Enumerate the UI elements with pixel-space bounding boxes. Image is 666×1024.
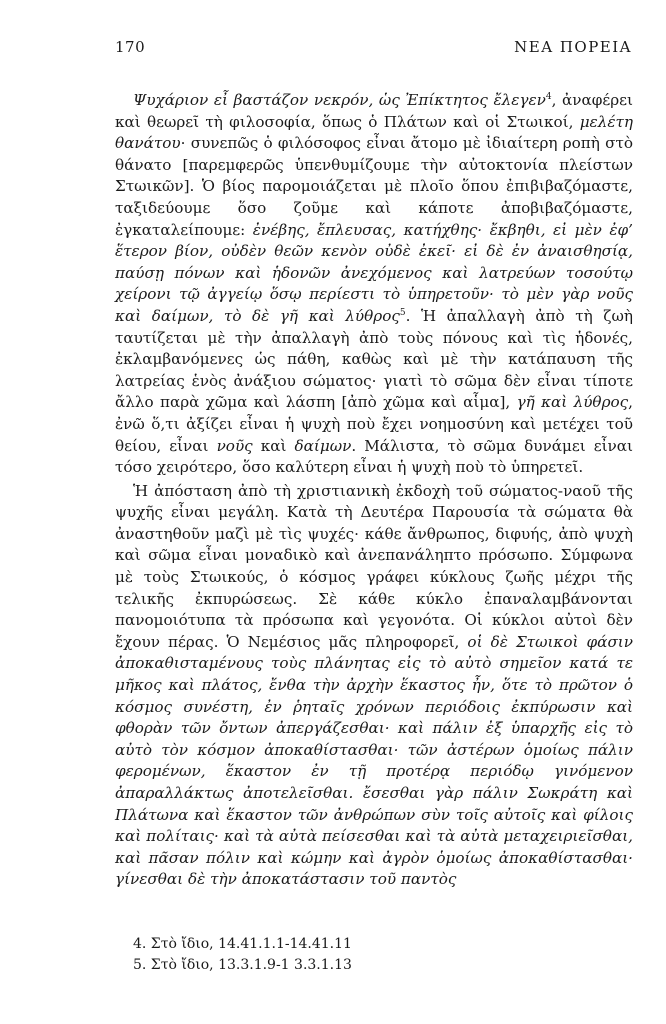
text-run: Ἡ ἀπόσταση ἀπὸ τὴ χριστιανικὴ ἐκδοχὴ τοῦ σώματος-ναοῦ τῆς ψυχῆς εἶναι μεγάλη. Κατὰ τὴ Δευτέρα Παρουσία τὰ σώματα θὰ ἀναστηθοῦν μαζὶ μὲ τὶς ψυχές· κάθε ἄνθρωπος, διφυής, ἀπὸ ψυχὴ καὶ σῶμα εἶναι μοναδικὸ καὶ ἀνεπανάληπτο πρόσωπο. Σύμφωνα μὲ τοὺς Στωικούς, ὁ κόσμος γράφει κύκλους ζωῆς μέχρι τῆς τελικῆς ἐκπυρώσεως. Σὲ κάθε κύκλο ἐπαναλαμβάνονται πανομοιότυπα τὰ πρόσωπα καὶ γεγονότα. Οἱ κύκλοι αὐτοὶ δὲν ἔχουν πέρας. Ὁ Νεμέσιος μᾶς πληροφορεῖ, xyxy=(115,481,633,651)
quoted-text: μελέτη θανάτου xyxy=(115,112,633,153)
footnote-ref: 5 xyxy=(399,307,406,318)
body-text xyxy=(115,90,633,891)
quoted-text: δαίμων xyxy=(294,436,352,455)
paragraph xyxy=(115,481,633,891)
footnotes xyxy=(133,934,352,976)
text-run: , ἀναφέρει καὶ θεωρεῖ τὴ φιλοσοφία, ὅπως ὁ Πλάτων καὶ οἱ Στωικοί, xyxy=(115,91,633,131)
page-header xyxy=(115,38,632,58)
text-run: · συνεπῶς ὁ φιλόσοφος εἶναι ἄτομο μὲ ἰδιαίτερη ροπὴ στὸ θάνατο [παρεμφερῶς ὑπενθυμίζουμε τὴν αὐτοκτονία πλείστων Στωικῶν]. Ὁ βίος παρομοιάζεται μὲ πλοῖο ὅπου ἐπιβιβαζόμαστε, ταξιδεύουμε ὅσο ζοῦμε καὶ κάποτε ἀποβιβαζόμαστε, ἐγκαταλείπουμε: xyxy=(115,134,633,239)
footnote: 5. Στὸ ἴδιο, 13.3.1.9-1 3.3.1.13 xyxy=(133,957,352,973)
quoted-text: νοῦς xyxy=(216,436,253,455)
quoted-text: οἱ δὲ Στωικοὶ φάσιν ἀποκαθισταμένους τοὺς πλάνητας εἰς τὸ αὐτὸ σημεῖον κατά τε μῆκος καὶ πλάτος, ἔνθα τὴν ἀρχὴν ἕκαστος ἦν, ὅτε τὸ πρῶτον ὁ κόσμος συνέστη, ἐν ῥηταῖς χρόνων περιόδοις ἐκπύρωσιν καὶ φθορὰν τῶν ὄντων ἀπεργάζεσθαι· καὶ πάλιν ἐξ ὑπαρχῆς εἰς τὸ αὐτὸ τὸν κόσμον ἀποκαθίστασθαι· τῶν ἀστέρων ὁμοίως πάλιν φερομένων, ἕκαστον ἐν τῇ προτέρᾳ περιόδῳ γινόμενον ἀπαραλλάκτως ἀποτελεῖσθαι. ἔσεσθαι γὰρ πάλιν Σωκράτη καὶ Πλάτωνα καὶ ἕκαστον τῶν ἀνθρώπων σὺν τοῖς αὐτοῖς καὶ φίλοις καὶ πολίταις· καὶ τὰ αὐτὰ πείσεσθαι καὶ τὰ αὐτὰ μεταχειριεῖσθαι, καὶ πᾶσαν πόλιν καὶ κώμην καὶ ἀγρὸν ὁμοίως ἀποκαθίστασθαι· γίνεσθαι δὲ τὴν ἀποκατάστασιν τοῦ παντὸς xyxy=(115,632,633,889)
paragraph xyxy=(115,90,633,479)
quoted-text: ἐνέβης, ἔπλευσας, κατήχθης· ἔκβηθι, εἰ μὲν ἐφ’ ἕτερον βίον, οὐδὲν θεῶν κενὸν οὐδὲ ἐκεῖ· εἰ δὲ ἐν ἀναισθησίᾳ, παύσῃ πόνων καὶ ἡδονῶν ἀνεχόμενος καὶ λατρεύων τοσούτῳ χείρονι τῷ ἀγγείῳ ὅσῳ περίεστι τὸ ὑπηρετοῦν· τὸ μὲν γὰρ νοῦς καὶ δαίμων, τὸ δὲ γῆ καὶ λύθρος xyxy=(115,220,633,325)
text-run: , ἐνῶ ὅ,τι ἀξίζει εἶναι ἡ ψυχὴ ποὺ ἔχει νοημοσύνη καὶ μετέχει τοῦ θείου, εἶναι xyxy=(115,393,633,455)
footnote-ref: 4 xyxy=(545,91,552,102)
running-head: ΝΕΑ ΠΟΡΕΙΑ xyxy=(514,38,632,56)
text-run: καὶ xyxy=(252,436,295,455)
footnote: 4. Στὸ ἴδιο, 14.41.1.1-14.41.11 xyxy=(133,936,352,952)
text-run: . Ἡ ἀπαλλαγὴ ἀπὸ τὴ ζωὴ ταυτίζεται μὲ τὴν ἀπαλλαγὴ ἀπὸ τοὺς πόνους καὶ τὶς ἡδονές, ἐκλαμβανόμενες ὡς πάθη, καθὼς καὶ μὲ τὴν κατάπαυση τῆς λατρείας ἑνὸς ἀνάξιου σώματος· γιατὶ τὸ σῶμα δὲν εἶναι τίποτε ἄλλο παρὰ χῶμα καὶ λάσπη [ἀπὸ χῶμα καὶ αἷμα], xyxy=(115,306,633,412)
text-run: . Μάλιστα, τὸ σῶμα δυνάμει εἶναι τόσο χειρότερο, ὅσο καλύτερη εἶναι ἡ ψυχὴ ποὺ τὸ ὑπηρετεῖ. xyxy=(115,436,633,477)
quoted-text: γῆ καὶ λύθρος xyxy=(516,393,629,412)
page-number: 170 xyxy=(115,38,146,56)
quoted-text: Ψυχάριον εἶ βαστάζον νεκρόν, ὡς Ἐπίκτητος ἔλεγεν xyxy=(133,91,546,109)
